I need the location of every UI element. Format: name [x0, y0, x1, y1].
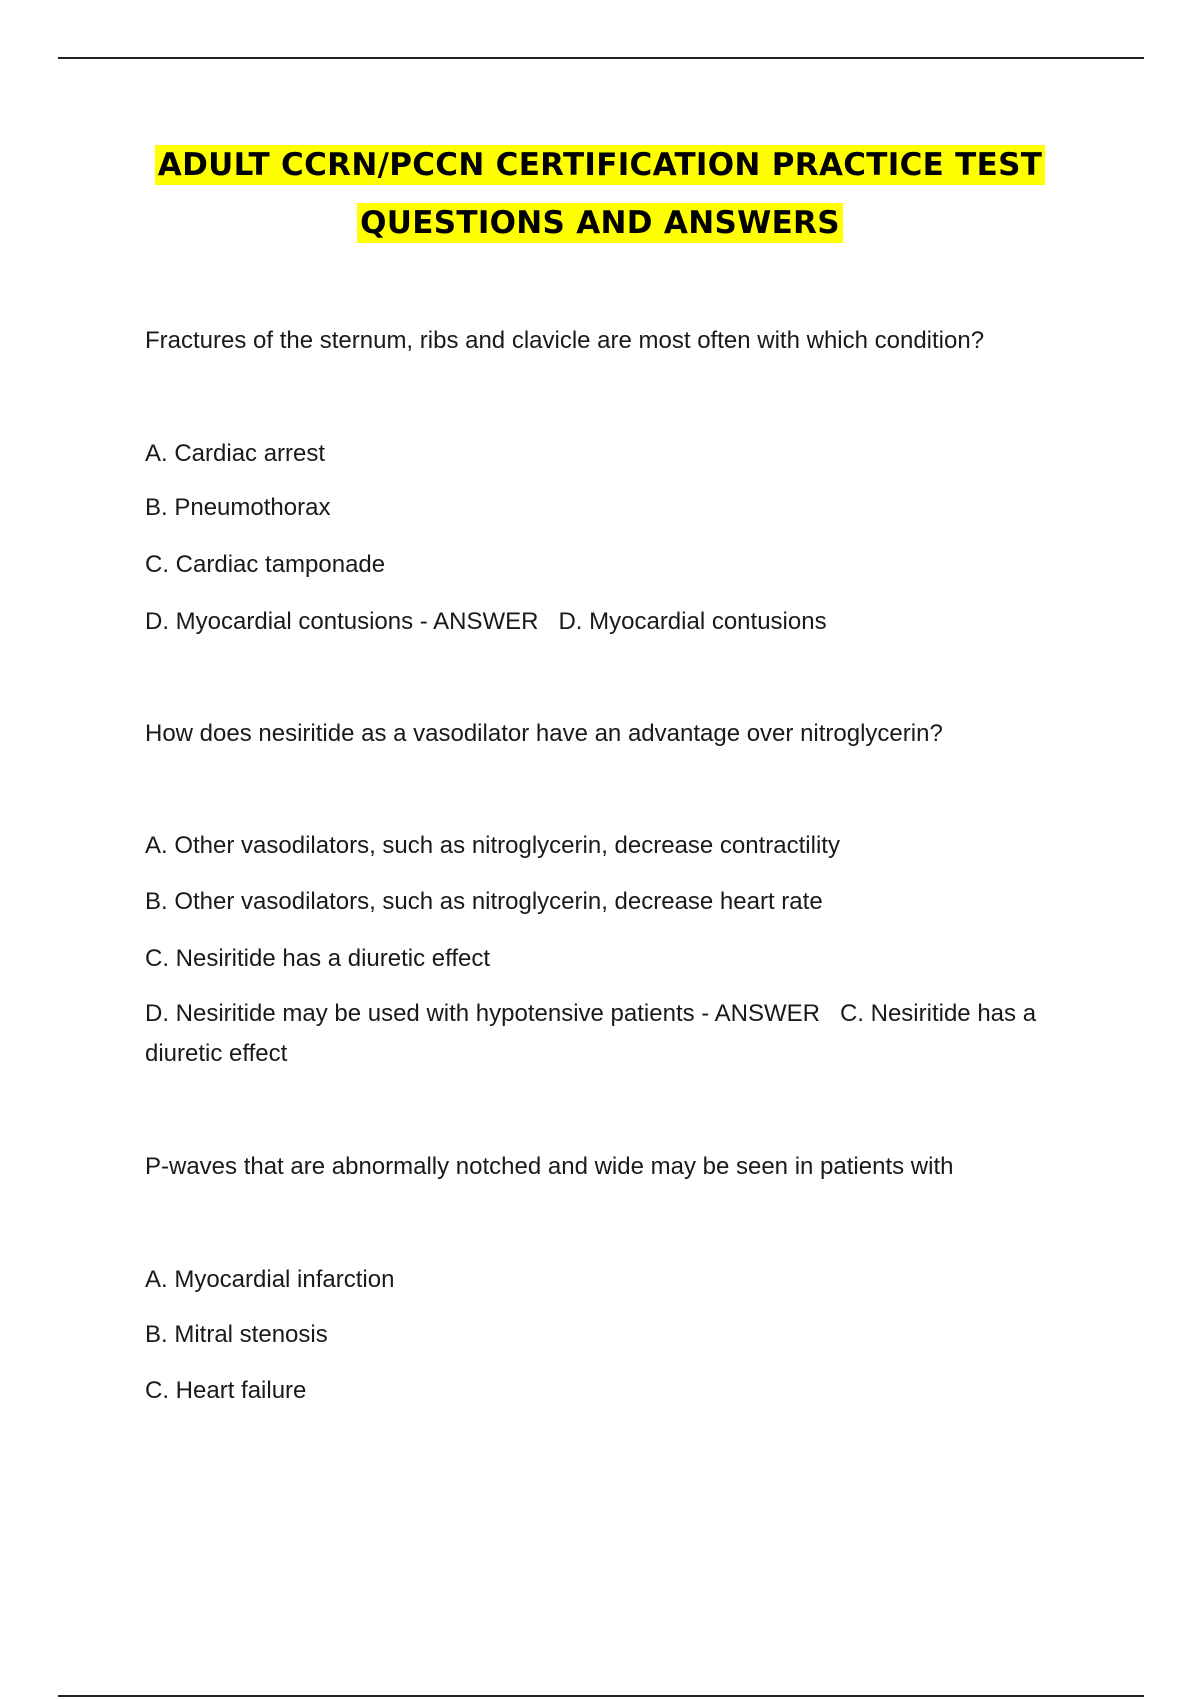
- document-title: [0, 143, 1200, 259]
- question-1-option-c: C. Cardiac tamponade: [145, 551, 386, 578]
- question-3-option-a: A. Myocardial infarction: [145, 1266, 395, 1293]
- question-2: How does nesiritide as a vasodilator have an advantage over nitroglycerin?: [145, 720, 943, 747]
- question-1: Fractures of the sternum, ribs and clavicle are most often with which condition?: [145, 327, 985, 354]
- question-1-option-b: B. Pneumothorax: [145, 494, 331, 521]
- top-rule: [58, 57, 1144, 59]
- question-2-option-d: D. Nesiritide may be used with hypotensive patients - ANSWER C. Nesiritide has a diuretic effect: [145, 1000, 1043, 1067]
- question-1-option-a: A. Cardiac arrest: [145, 440, 326, 467]
- title-line-1: ADULT CCRN/PCCN CERTIFICATION PRACTICE TEST: [155, 145, 1045, 185]
- question-3-option-c: C. Heart failure: [145, 1377, 307, 1404]
- bottom-rule: [58, 1695, 1144, 1697]
- question-2-option-b: B. Other vasodilators, such as nitroglycerin, decrease heart rate: [145, 888, 823, 915]
- question-2-option-c: C. Nesiritide has a diuretic effect: [145, 945, 491, 972]
- question-2-option-a: A. Other vasodilators, such as nitroglycerin, decrease contractility: [145, 832, 840, 859]
- question-3-option-b: B. Mitral stenosis: [145, 1321, 328, 1348]
- title-line-2: QUESTIONS AND ANSWERS: [357, 203, 843, 243]
- question-1-option-d: D. Myocardial contusions - ANSWER D. Myocardial contusions: [145, 608, 827, 635]
- question-3: P-waves that are abnormally notched and wide may be seen in patients with: [145, 1153, 954, 1180]
